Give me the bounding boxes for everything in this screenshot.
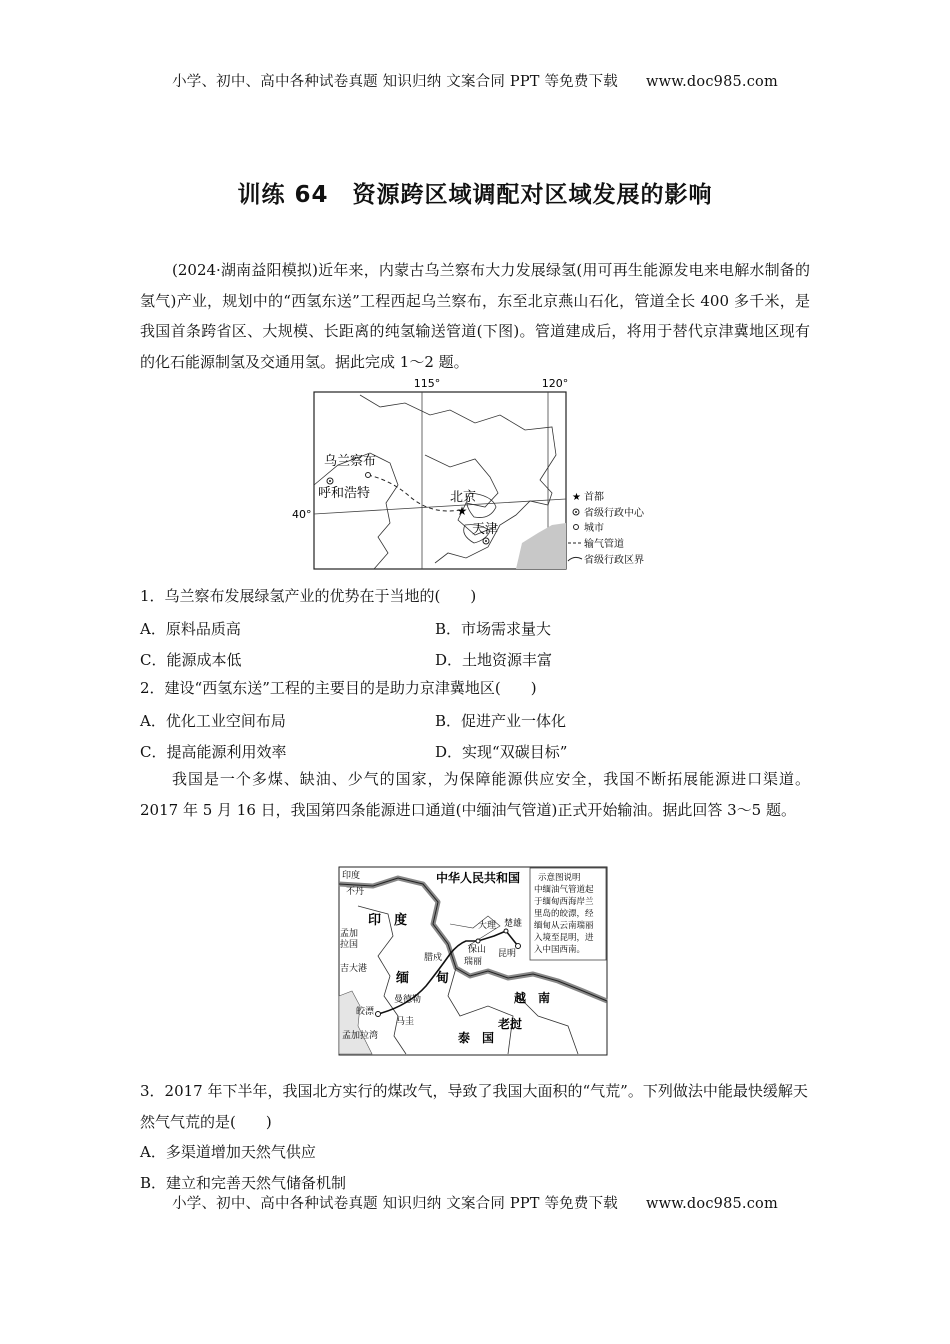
map2-note-line: 中缅油气管道起 (534, 885, 594, 895)
map2-kyaukpyu: 皎漂 (356, 1007, 375, 1017)
legend-pipeline: 输气管道 (584, 539, 624, 550)
map2-bhutan: 不丹 (346, 887, 365, 897)
city-wulanchabu: 乌兰察布 (324, 454, 377, 469)
map2-note-line: 入境至昆明，进 (534, 933, 594, 943)
q3-option-a: A．多渠道增加天然气供应 (140, 1143, 316, 1161)
map2-vietnam: 越 南 (514, 991, 551, 1005)
page-title: 训练 64 资源跨区域调配对区域发展的影响 (237, 182, 713, 208)
q2-option-d: D．实现“双碳目标” (435, 743, 568, 761)
map2-india: 印 度 (368, 913, 408, 928)
map2-magway: 马圭 (396, 1017, 415, 1027)
city-tianjin: 天津 (472, 522, 499, 537)
q3-option-b: B．建立和完善天然气储备机制 (140, 1174, 347, 1192)
map2-note-line: 入中国西南。 (534, 945, 586, 955)
map2-thailand: 泰 国 (458, 1031, 495, 1045)
header-text: 小学、初中、高中各种试卷真题 知识归纳 文案合同 PPT 等免费下载 (172, 74, 618, 90)
question-1: 1．乌兰察布发展绿氢产业的优势在于当地的( ) (140, 587, 477, 605)
map2-myanmar-1: 缅 (396, 971, 410, 986)
legend-boundary: 省级行政区界 (584, 555, 644, 566)
svg-text:★: ★ (456, 504, 468, 518)
legend-city: 城市 (584, 523, 604, 534)
map2-india-top: 印度 (342, 871, 361, 881)
map2-note-line: 于缅甸西海岸兰 (534, 897, 594, 907)
map2-kunming: 昆明 (498, 949, 517, 959)
map2-bay: 孟加拉湾 (342, 1031, 379, 1041)
map2-mandalay: 曼德勒 (394, 995, 422, 1005)
lon-120-label: 120° (541, 377, 569, 390)
map2-bangladesh-1: 孟加 (340, 929, 359, 939)
footer-site: www.doc985.com (645, 1196, 778, 1212)
map2-lashio: 腊戍 (424, 953, 443, 963)
page-footer (0, 1192, 950, 1213)
map2-note-line: 缅甸从云南瑞丽 (534, 921, 594, 931)
svg-text:★: ★ (572, 492, 581, 503)
page-header (0, 70, 950, 91)
map-legend (568, 490, 645, 566)
q2-option-b: B．促进产业一体化 (435, 712, 567, 730)
map2-note-line: 示意图说明 (538, 873, 581, 883)
map2-baoshan: 保山 (468, 945, 487, 955)
city-huhehaote: 呼和浩特 (318, 486, 371, 501)
lat-40-label: 40° (292, 508, 312, 521)
intro-paragraph-1: (2024·湖南益阳模拟)近年来，内蒙古乌兰察布大力发展绿氢(用可再生能源发电来电解水制备的氢气)产业，规划中的“西氢东送”工程西起乌兰察布，东至北京燕山石化，管道全长 400 多千米，是我国首条跨省区、大规模、长距离的纯氢输送管道(下图)。管道建成后，将用于替代京津冀地区现有的化石能源制氢及交通用氢。据此完成 1～2 题。 (140, 261, 810, 371)
q1-option-c: C．能源成本低 (140, 651, 242, 669)
map2-chuxiong: 楚雄 (504, 919, 523, 929)
map2-ruili: 瑞丽 (464, 957, 483, 967)
question-2: 2．建设“西氢东送”工程的主要目的是助力京津冀地区( ) (140, 679, 537, 697)
map2-laos: 老挝 (498, 1017, 523, 1031)
footer-text: 小学、初中、高中各种试卷真题 知识归纳 文案合同 PPT 等免费下载 (172, 1196, 618, 1212)
map2-note (534, 872, 594, 955)
intro-paragraph-2: 我国是一个多煤、缺油、少气的国家，为保障能源供应安全，我国不断拓展能源进口渠道。2017 年 5 月 16 日，我国第四条能源进口通道(中缅油气管道)正式开始输油。据此回答 3～5 题。 (140, 770, 810, 819)
map2-dali: 大理 (478, 921, 497, 931)
q1-option-a: A．原料品质高 (140, 620, 241, 638)
legend-capital: 首都 (584, 492, 604, 503)
china-myanmar-pipeline-map (338, 866, 608, 1056)
map2-bangladesh-2: 拉国 (340, 940, 359, 950)
map2-note-line: 里岛的皎漂，经 (534, 909, 594, 919)
question-3: 3．2017 年下半年，我国北方实行的煤改气，导致了我国大面积的“气荒”。下列做法中能最快缓解天然气气荒的是( ) (140, 1082, 808, 1131)
lon-115-label: 115° (413, 377, 441, 390)
map2-myanmar-2: 甸 (436, 971, 450, 986)
q1-option-b: B．市场需求量大 (435, 620, 552, 638)
q1-option-d: D．土地资源丰富 (435, 651, 553, 669)
header-site: www.doc985.com (645, 74, 778, 90)
legend-provincial-center: 省级行政中心 (584, 508, 644, 519)
map2-chittagong: 吉大港 (340, 964, 368, 974)
q2-option-a: A．优化工业空间布局 (140, 712, 286, 730)
city-beijing: 北京 (450, 490, 477, 505)
q2-option-c: C．提高能源利用效率 (140, 743, 287, 761)
hydrogen-pipeline-map (290, 375, 670, 575)
map2-china: 中华人民共和国 (436, 871, 521, 885)
